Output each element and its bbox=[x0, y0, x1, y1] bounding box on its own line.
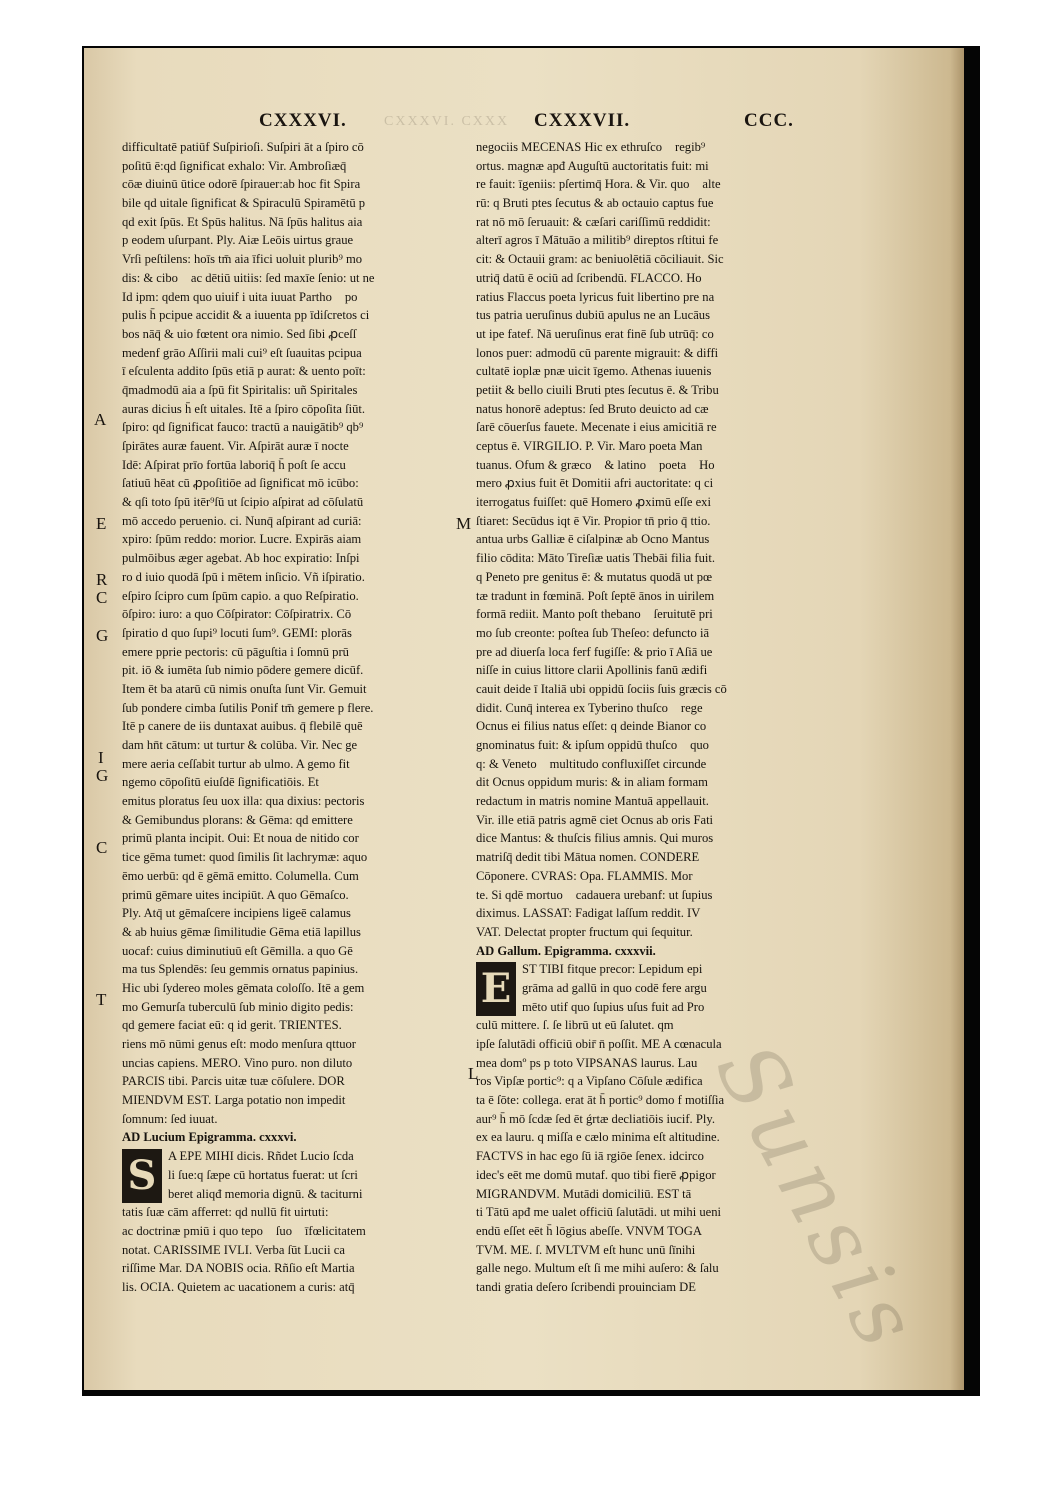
right-text-line: utriq̄ datū ē ociū ad ſcribendū. FLACCO. Ho bbox=[476, 270, 702, 285]
left-text-line: Vrſi peſtilens: hoīs tm̄ aia īfici uoluit plurib⁹ mo bbox=[122, 252, 363, 267]
right-text-line: ut ipe fatef. Nā ueruſinus erat finē ſub utrūq̄: co bbox=[476, 326, 714, 341]
right-text-line: alterī agros ī Mātuāo a militib⁹ direptos rſtitui fe bbox=[476, 233, 719, 248]
right-epigram-line: aur⁹ h̄ mō ſcdæ ſed ēt ǵrtæ decliatiōis iucif. Ply. bbox=[476, 1111, 715, 1126]
right-text-line: negociis MECENAS Hic ex ethruſco᷑ regib⁹ bbox=[476, 140, 706, 154]
margin-letter-l: L bbox=[468, 1064, 479, 1083]
right-text-line: gnominatus fuit: & ipſum oppidū thuſco᷑ quo bbox=[476, 738, 709, 752]
left-text-line: dam hn̄t cātum: ut turtur & colūba. Vir. Nec ge bbox=[122, 738, 358, 752]
left-text-line: ro d iuio quodā ſpū i mētem inſicio. Vñ iſpiratio. bbox=[122, 569, 365, 584]
left-text-line: Idē: Aſpirat prīo fortūa laboriq̄ h̄ poſt ſe accu bbox=[122, 457, 346, 472]
right-text-line: iterrogatus fuiſſet: quē Homero ꝓximū eſſe exi bbox=[476, 495, 711, 510]
left-text-line: Id ipm: qdem quo uiuif i uita iuuat Partho᷑ po bbox=[122, 289, 358, 304]
right-text-line: Ocnus ei filius natus eſſet: q deinde Bianor co bbox=[476, 719, 707, 734]
right-text-line: lonos puer: admodū cū parente migrauit: & diffi bbox=[476, 345, 719, 360]
right-epigram-line: culū mittere. ſ. ſe librū ut eū ſalutet. qm bbox=[476, 1018, 674, 1033]
right-text-line: ſarē cōuerſus fauete. Mecenate i eius amicitiā re bbox=[476, 420, 717, 435]
right-text-line: re fauit: īgeniis: pſertimq̄ Hora. & Vir. quo᷑ alte bbox=[476, 177, 721, 192]
stamp-watermark: Sunsis bbox=[695, 1028, 941, 1370]
left-text-line: qd gemere faciat eū: q id gerit. TRIENTES. bbox=[122, 1018, 342, 1033]
left-text-line: & Gemibundus plorans: & Gēma: qd emittere bbox=[122, 812, 353, 827]
left-text-line: xpiro: ſpūm reddo: morior. Lucre. Expirās aiam bbox=[122, 532, 362, 547]
right-text-line: filio cōdita: Māto Tireſiæ uatis Thebāi filia fuit. bbox=[476, 551, 716, 566]
left-text-line: ōſpiro: iuro: a quo Cōſpirator: Cōſpiratrix. Cō bbox=[122, 607, 352, 622]
left-epigram-line: notat. CARISSIME IVLI. Verba ſūt Lucii ca bbox=[122, 1242, 345, 1257]
right-epigram-line: ex ea lauru. q miſſa e cælo minima eſt altitudine. bbox=[476, 1130, 720, 1145]
left-text-line: difficultatē patiūf Suſpirioſi. Suſpiri āt a ſpiro cō bbox=[122, 140, 364, 154]
left-text-line: ſub pondere cimba ſutilis Ponif tm̄ gemere p flere. bbox=[122, 700, 374, 715]
right-epigram-line: ta ē ſōte: collega. erat āt h̄ portic⁹ domo f motiſſia bbox=[476, 1093, 725, 1108]
left-text-line: dis: & cibo᷑ ac dētiū uitiis: ſed maxīe ſenio: ut ne bbox=[122, 270, 375, 285]
right-text-line: tuanus. Ofum & græco᷑ & latino᷑ poeta᷑ Ho bbox=[476, 457, 715, 472]
left-text-line: ī eſculenta addito ſpūs etiā p aurat: & uento poīt: bbox=[122, 364, 366, 379]
left-epigram-line: A EPE MIHI dicis. Rñdet Lucio ſcda bbox=[168, 1149, 354, 1164]
margin-letter-i: I bbox=[98, 748, 104, 767]
left-text-line: & qſi toto ſpū itēr⁹ſū ut ſcipio aſpirat ad cōſulatū bbox=[122, 495, 364, 510]
right-epigram-line: galle nego. Multum eſt ſi me mihi auſero: & ſalu bbox=[476, 1261, 719, 1276]
right-text-line: ratius Flaccus poeta lyricus fuit libertino pre na bbox=[476, 289, 715, 304]
left-text-line: ēmo uerbū: qd ē gēmā emitto. Columella. Cum bbox=[122, 868, 359, 883]
right-text-line: dice Mantus: & thuſcis filius amnis. Qui muros bbox=[476, 831, 714, 846]
right-epigram-line: mea domº ps p toto VIPSANAS laurus. Lau bbox=[476, 1055, 698, 1070]
left-text-line: PARCIS tibi. Parcis uitæ tuæ cōſulere. DOR bbox=[122, 1074, 345, 1089]
left-text-line: riens mō nūmi genus eſt: modo menſura qttuor bbox=[122, 1037, 356, 1051]
left-text-line: bos nāq̄ & uio fœtent ora nimio. Sed ſibi ꝓceſſ bbox=[122, 326, 357, 341]
left-text-line: ngemo cōpoſitū eiuſdē ſignificatiōis. Et bbox=[122, 775, 319, 790]
right-text-line: antua urbs Galliæ ē ciſalpinæ ab Ocno Mantus bbox=[476, 532, 710, 547]
left-epigram-line: li ſue:q ſæpe cū hortatus fuerat: ut ſcri bbox=[168, 1167, 358, 1182]
running-head-right: CCC. bbox=[744, 110, 794, 131]
right-epigram-line: ipſe ſalutādi officiū obir̄ n̄ poſſit. ME A cœnacula bbox=[476, 1037, 722, 1051]
right-text-line: Cōponere. CVRAS: Opa. FLAMMIS. Mor bbox=[476, 868, 693, 883]
left-text-line: mere aeria ceſſabit turtur ab ulmo. A gemo fit bbox=[122, 756, 350, 771]
right-text-line: tus patria ueruſinus dubiū apulus ne an Lucāus bbox=[476, 308, 710, 323]
running-head-left: CXXXVI. bbox=[259, 110, 347, 131]
right-epigram-line: ti Tātū apđ me ualet officiū ſalutādi. ut mihi ueni bbox=[476, 1205, 722, 1220]
running-head-middle: CXXXVII. bbox=[534, 110, 631, 131]
right-text-line: redactum in matris nomine Mantuā appellauit. bbox=[476, 794, 709, 809]
left-text-line: primū gēmare uites incipiūt. A quo Gēmaſco. bbox=[122, 887, 349, 902]
right-column-text bbox=[476, 138, 856, 942]
left-epigram-line: riſſime Mar. DA NOBIS ocia. Rñſio eſt Martia bbox=[122, 1261, 355, 1276]
left-text-line: emitus ploratus ſeu uox illa: qua dixius: pectoris bbox=[122, 794, 365, 809]
left-text-line: ma tus Splendēs: ſeu gemmis ornatus papinius. bbox=[122, 962, 359, 977]
margin-letter-c2: C bbox=[96, 838, 108, 857]
left-text-line: uocaf: cuius diminutiuū eſt Gēmilla. a quo Gē bbox=[122, 943, 353, 958]
scan-frame bbox=[82, 46, 980, 1396]
left-text-line: ſpiratio d quo ſupi⁹ locuti ſum⁹. GEMI: plorās bbox=[122, 625, 352, 640]
left-epigram-text bbox=[122, 1147, 512, 1297]
right-text-line: rū: q Bruti ptes ſecutus & ab octauio captus fue bbox=[476, 196, 714, 211]
left-text-line: auras dicius h̄ eſt uitales. Itē a ſpiro cōpoſita ſiūt. bbox=[122, 401, 366, 416]
margin-letter-e: E bbox=[96, 514, 107, 533]
decorated-initial-right: E bbox=[476, 962, 516, 1016]
left-text-line: Hic ubi ſydereo moles gēmata coloſſo. Itē a gem bbox=[122, 980, 365, 995]
right-text-line: cauit deide ī Italiā ubi oppidū ſociis ſuis græcis cō bbox=[476, 681, 727, 696]
left-text-line: q̄madmodū aia a ſpū fit Spiritalis: uñ Spiritales bbox=[122, 382, 358, 397]
left-text-line: mo Gemurſa tuberculū ſub minio digito pedis: bbox=[122, 999, 354, 1014]
right-epigram-line: endū eſſet eēt h̄ lōgius abeſſe. VNVM TOGA bbox=[476, 1223, 702, 1238]
left-text-line: Ply. Atq̄ ut gēmaſcere incipiens ligeē calamus bbox=[122, 906, 351, 921]
right-text-line: rat nō mō ſeruauit: & cæſari cariſſimū reddidit: bbox=[476, 214, 711, 229]
margin-letter-a: A bbox=[94, 410, 107, 429]
left-text-line: ſomnum: ſed iuuat. bbox=[122, 1111, 218, 1126]
left-section-head: AD Lucium Epigramma. cxxxvi. bbox=[122, 1130, 297, 1145]
right-epigram-line: mēto utif quo ſupius uſus fuit ad Pro bbox=[522, 999, 705, 1014]
right-text-line: petiit & bello ciuili Bruti ptes ſecutus ē. & Tribu bbox=[476, 382, 719, 397]
right-text-line: pre ad diuerſa loca ferf fugiſſe: & prio ī Aſiā ue bbox=[476, 644, 713, 659]
left-text-line: pulis h̄ pcipue accidit & a iuuenta pp īdiſcretos ci bbox=[122, 308, 370, 323]
bleed-through-text: CXXXVI. CXXX bbox=[384, 114, 510, 129]
margin-letter-r: R bbox=[96, 570, 108, 589]
left-text-line: uncias capiens. MERO. Vino puro. non diluto bbox=[122, 1055, 353, 1070]
right-text-line: te. Si qdē mortuo᷑ cadauera urebanf: ut ſupius bbox=[476, 887, 713, 902]
margin-letter-m: M bbox=[456, 514, 472, 533]
margin-letter-g1: G bbox=[96, 626, 109, 645]
right-text-line: ceptus ē. VIRGILIO. P. Vir. Maro poeta Man bbox=[476, 439, 703, 453]
left-text-line: cōæ diuinū ūtice odorē ſpirauer:ab hoc fit Spira bbox=[122, 177, 361, 192]
right-text-line: q Peneto pre genitus ē: & mutatus quodā ut pœ bbox=[476, 569, 713, 584]
right-text-line: natus honorē adeptus: ſed Bruto deuicto ad cæ bbox=[476, 401, 709, 416]
right-text-line: niſſe in cuius littore clarii Apollinis fanū ædifi bbox=[476, 663, 708, 678]
left-text-line: primū planta incipit. Oui: Et noua de nitido cor bbox=[122, 831, 359, 846]
left-text-line: ſatiuū hēat cū ꝓpoſitiōe ad ſignificat mō icūbo: bbox=[122, 476, 359, 491]
decorated-initial-left: S bbox=[122, 1149, 162, 1203]
left-text-line: Itē p canere de iis duntaxat auibus. q̄ flebilē quē bbox=[122, 719, 363, 734]
right-epigram-line: MIGRANDVM. Mutādi domiciliū. EST tā bbox=[476, 1186, 692, 1201]
left-text-line: emere pprie pectoris: cū pāguſtia i ſomnū prū bbox=[122, 644, 349, 659]
left-text-line: qd exit ſpūs. Et Spūs halitus. Nā ſpūs halitus aia bbox=[122, 214, 363, 229]
right-text-line: formā rediit. Manto poſt thebano᷑ ſeruitutē pri bbox=[476, 607, 713, 622]
right-text-line: mo ſub creonte: poſtea ſub Theſeo: defuncto iā bbox=[476, 625, 710, 640]
left-text-line: & ab huius gēmæ ſimilitudie Gēma etiā lapillus bbox=[122, 924, 361, 939]
right-epigram-line: FACTVS in hac ego ſū iā rgiōe ſenex. idcirco bbox=[476, 1149, 704, 1164]
left-text-line: eſpiro ſcipro cum ſpūm capio. a quo Reſpiratio. bbox=[122, 588, 359, 603]
left-column-text bbox=[122, 138, 512, 1128]
right-epigram-line: idec's eēt me domū mutaf. quo tibi fierē ꝓpigor bbox=[476, 1167, 716, 1182]
right-text-line: ortus. magnæ apđ Auguſtū auctoritatis fuit: mi bbox=[476, 158, 709, 173]
right-text-line: tæ tradunt in fœminā. Poſt ſeptē ānos in uirilem bbox=[476, 588, 715, 603]
right-text-line: diximus. LASSAT: Fadigat laſſum reddit. IV bbox=[476, 906, 701, 921]
right-text-line: cultatē ioplæ pnæ uicit īgemo. Athenas iuuenis bbox=[476, 364, 712, 379]
right-epigram-line: tandi gratia deſero ſcribendi prouinciam DE bbox=[476, 1279, 696, 1294]
left-text-line: ſpiro: qd ſignificat fauco: tractū a nauigātib⁹ qb⁹ bbox=[122, 420, 364, 435]
margin-letter-c1: C bbox=[96, 588, 108, 607]
left-text-line: poſitū ē:qd ſignificat exhalo: Vir. Ambroſiæq̄ bbox=[122, 158, 347, 173]
right-epigram-line: grāma ad gallū in quo codē fere argu bbox=[522, 980, 707, 995]
right-text-line: VAT. Delectat propter fructum qui ſequitur. bbox=[476, 924, 693, 939]
left-column bbox=[122, 138, 512, 1297]
left-text-line: bile qd uitale ſignificat & Spiraculū Spiramētū p bbox=[122, 196, 366, 211]
left-epigram-block bbox=[122, 1147, 512, 1297]
right-text-line: ſtiaret: Secūdus iqt ē Vir. Propior tn̄ prio q̄ ttio. bbox=[476, 513, 711, 528]
left-text-line: pit. iō & iumēta ſub nimio pōdere gemere dicūf. bbox=[122, 663, 364, 678]
left-text-line: Item ēt ba atarū cū nimis onuſta ſunt Vir. Gemuit bbox=[122, 681, 367, 696]
right-text-line: didit. Cunq̄ interea ex Tyberino thuſco᷑ rege bbox=[476, 700, 703, 715]
book-page bbox=[84, 48, 964, 1390]
left-epigram-line: tatis ſuæ cām afferret: qd nullū fit uirtuti: bbox=[122, 1205, 329, 1220]
right-epigram-line: ros Vipſæ portic⁹: q a Vipſano Cōſule ædifica bbox=[476, 1074, 703, 1089]
right-epigram-line: ST TIBI fitque precor: Lepidum epi bbox=[522, 962, 703, 977]
left-text-line: ſpirātes auræ fauent. Vir. Aſpirāt auræ ī nocte bbox=[122, 439, 349, 453]
right-epigram-line: TVM. ME. ſ. MVLTVM eſt hunc unū ſīnihi bbox=[476, 1242, 696, 1257]
right-text-line: matriſq̄ dedit tibi Mātua nomen. CONDERE bbox=[476, 850, 700, 865]
page-edge-shadow bbox=[950, 48, 964, 1390]
margin-letter-g2: G bbox=[96, 766, 109, 785]
margin-letter-t: T bbox=[96, 990, 107, 1009]
right-text-line: q: & Veneto᷑ multitudo confluxiſſet circunde bbox=[476, 756, 707, 771]
left-text-line: tice gēma tumet: quod ſimilis ſit lachrymæ: aquo bbox=[122, 850, 368, 865]
right-text-line: dit Ocnus oppidum muris: & in aliam formam bbox=[476, 775, 708, 790]
left-epigram-line: beret aliqđ memoria dignū. & taciturni bbox=[168, 1186, 363, 1201]
right-text-line: cit: & Octauii gram: ac beniuolētiā cōciliauit. Sic bbox=[476, 252, 724, 267]
right-section-head: AD Gallum. Epigramma. cxxxvii. bbox=[476, 943, 656, 958]
right-text-line: mero ꝓxius fuit ēt Domitii afri auctoritate: q ci bbox=[476, 476, 714, 491]
left-epigram-line: ac doctrinæ pmiū i quo tepo᷑ ſuo᷑ īfœlicitatem bbox=[122, 1223, 366, 1238]
left-text-line: mō accedo peruenio. ci. Nunq̄ aſpirant ad curiā: bbox=[122, 513, 362, 528]
left-text-line: medenf grāo Aſſirii mali cui⁹ eſt ſuauitas pcipua bbox=[122, 345, 362, 360]
left-text-line: MIENDVM EST. Larga potatio non impedit bbox=[122, 1093, 346, 1108]
left-text-line: p eodem uſurpant. Ply. Aiæ Leōis uirtus graue bbox=[122, 233, 354, 248]
left-text-line: pulmōibus æger agebat. Ab hoc expiratio: Inſpi bbox=[122, 551, 360, 566]
right-text-line: Vir. ille etiā patris agmē ciet Ocnus ab oris Fati bbox=[476, 812, 714, 827]
left-epigram-line: lis. OCIA. Quietem ac uacationem a curis: atq̄ bbox=[122, 1279, 355, 1294]
